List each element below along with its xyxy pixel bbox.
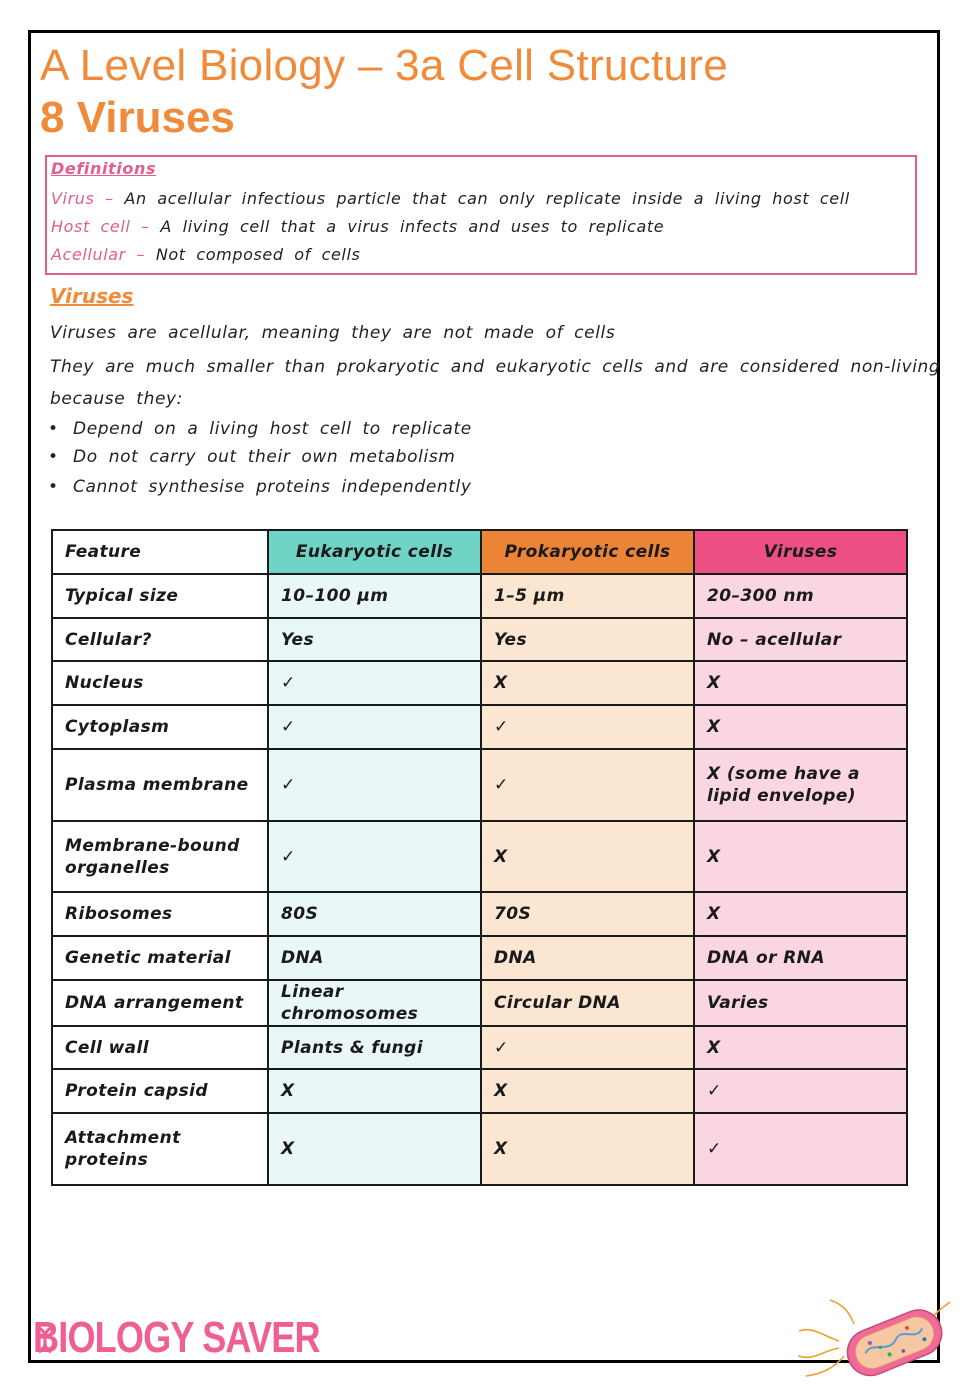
table-cell: 20–300 nm xyxy=(694,574,907,618)
table-cell: DNA arrangement xyxy=(52,980,268,1026)
table-header-cell: Viruses xyxy=(694,530,907,574)
viruses-paragraph-2: They are much smaller than prokaryotic and eukaryotic cells and are considered non-living xyxy=(50,357,941,377)
table-row xyxy=(52,749,907,821)
table-cell: Plants & fungi xyxy=(268,1026,481,1069)
table-cell: 1–5 µm xyxy=(481,574,694,618)
table-cell: ✓ xyxy=(268,661,481,705)
table-cell: Ribosomes xyxy=(52,892,268,936)
comparison-table xyxy=(51,529,908,1186)
table-cell: Attachment proteins xyxy=(52,1113,268,1185)
table-header-cell: Prokaryotic cells xyxy=(481,530,694,574)
table-cell: ✓ xyxy=(694,1069,907,1113)
table-cell: X xyxy=(268,1113,481,1185)
page-subtitle: 8 Viruses xyxy=(40,93,235,142)
biology-saver-logo: BIOLOGY SAVER xyxy=(33,1313,320,1362)
table-cell: DNA or RNA xyxy=(694,936,907,980)
table-cell: 80S xyxy=(268,892,481,936)
table-cell: 70S xyxy=(481,892,694,936)
table-header-cell: Eukaryotic cells xyxy=(268,530,481,574)
table-row xyxy=(52,821,907,892)
table-cell: Circular DNA xyxy=(481,980,694,1026)
table-cell: ✓ xyxy=(268,749,481,821)
table-cell: Yes xyxy=(481,618,694,661)
bacterium-illustration-icon xyxy=(794,1296,954,1390)
definition-term: Virus – xyxy=(51,189,114,208)
table-cell: X xyxy=(268,1069,481,1113)
table-cell: Cytoplasm xyxy=(52,705,268,749)
bullet-text: Depend on a living host cell to replicate xyxy=(73,419,472,439)
bullet-item: • Do not carry out their own metabolism xyxy=(48,447,456,467)
table-cell: X xyxy=(694,705,907,749)
table-cell: Plasma membrane xyxy=(52,749,268,821)
table-row xyxy=(52,574,907,618)
page-title: A Level Biology – 3a Cell Structure xyxy=(40,41,728,90)
table-cell: Genetic material xyxy=(52,936,268,980)
bullet-text: Do not carry out their own metabolism xyxy=(73,447,456,467)
table-cell: Nucleus xyxy=(52,661,268,705)
table-cell: X xyxy=(481,1069,694,1113)
table-cell: X xyxy=(694,821,907,892)
definition-acellular xyxy=(51,245,360,264)
definition-text: Not composed of cells xyxy=(155,245,361,264)
viruses-paragraph-2-cont: because they: xyxy=(50,389,183,409)
table-cell: ✓ xyxy=(481,749,694,821)
table-cell: ✓ xyxy=(268,821,481,892)
table-cell: Typical size xyxy=(52,574,268,618)
viruses-heading: Viruses xyxy=(50,284,134,308)
table-cell: ✓ xyxy=(268,705,481,749)
bullet-text: Cannot synthesise proteins independently xyxy=(73,477,472,497)
table-cell: DNA xyxy=(481,936,694,980)
viruses-paragraph-1: Viruses are acellular, meaning they are not made of cells xyxy=(50,323,616,343)
definitions-box xyxy=(45,155,917,275)
table-cell: Linear chromosomes xyxy=(268,980,481,1026)
table-cell: Protein capsid xyxy=(52,1069,268,1113)
definition-term: Acellular – xyxy=(51,245,146,264)
table-row xyxy=(52,936,907,980)
table-cell: No – acellular xyxy=(694,618,907,661)
table-cell: Cellular? xyxy=(52,618,268,661)
table-cell: X xyxy=(694,661,907,705)
table-cell: ✓ xyxy=(481,705,694,749)
table-cell: ✓ xyxy=(694,1113,907,1185)
table-cell: ✓ xyxy=(481,1026,694,1069)
table-cell: X xyxy=(694,892,907,936)
table-cell: X xyxy=(481,661,694,705)
table-header-cell: Feature xyxy=(52,530,268,574)
definition-text: An acellular infectious particle that can only replicate inside a living host cell xyxy=(124,189,850,208)
table-header-row xyxy=(52,530,907,574)
table-cell: X xyxy=(481,821,694,892)
bullet-item: • Cannot synthesise proteins independently xyxy=(48,477,472,497)
definition-host-cell xyxy=(51,217,664,236)
table-cell: Yes xyxy=(268,618,481,661)
table-cell: X xyxy=(481,1113,694,1185)
definition-virus xyxy=(51,189,850,208)
definition-term: Host cell – xyxy=(51,217,150,236)
table-cell: Cell wall xyxy=(52,1026,268,1069)
table-cell: Membrane-bound organelles xyxy=(52,821,268,892)
table-row xyxy=(52,705,907,749)
table-cell: 10–100 µm xyxy=(268,574,481,618)
bullet-item: • Depend on a living host cell to replicate xyxy=(48,419,472,439)
table-row xyxy=(52,980,907,1026)
table-row xyxy=(52,1069,907,1113)
table-row xyxy=(52,618,907,661)
table-cell: X xyxy=(694,1026,907,1069)
table-row xyxy=(52,661,907,705)
table-cell: DNA xyxy=(268,936,481,980)
table-cell: Varies xyxy=(694,980,907,1026)
table-row xyxy=(52,1026,907,1069)
definitions-heading: Definitions xyxy=(51,159,157,178)
definition-text: A living cell that a virus infects and uses to replicate xyxy=(160,217,665,236)
table-row xyxy=(52,892,907,936)
table-row xyxy=(52,1113,907,1185)
table-cell: X (some have a lipid envelope) xyxy=(694,749,907,821)
